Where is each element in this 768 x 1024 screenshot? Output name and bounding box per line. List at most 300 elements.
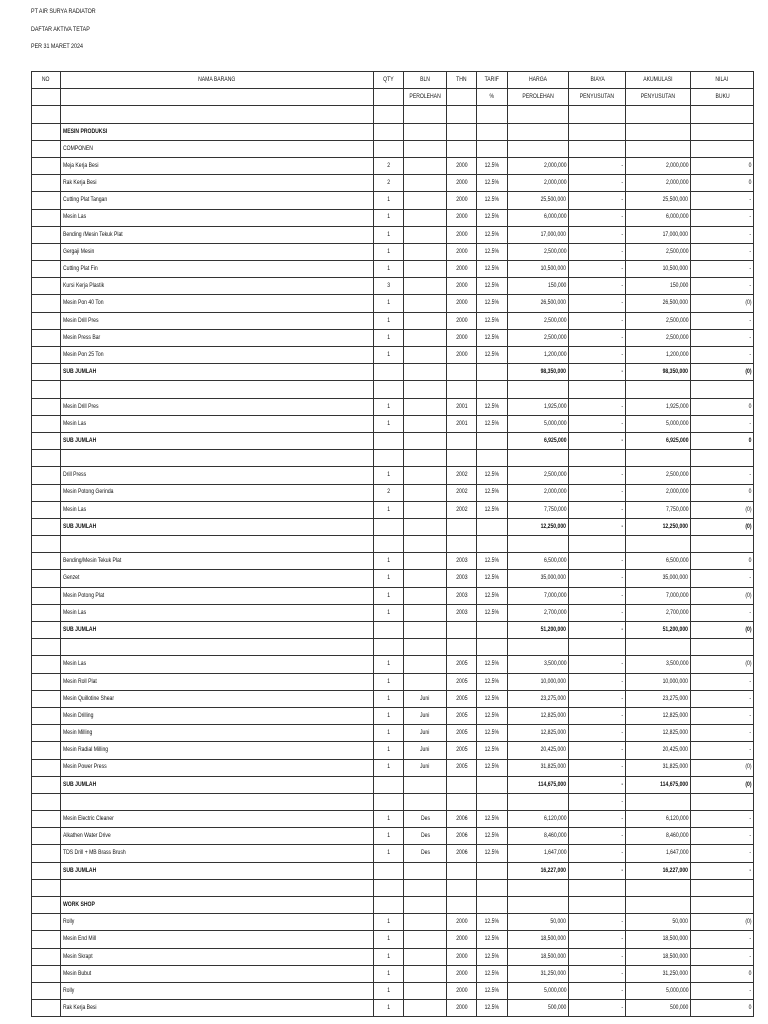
table-row: [32, 1000, 754, 1017]
qty-cell: 1: [374, 329, 404, 346]
column-header: NILAI: [691, 72, 754, 89]
thn-cell: 2003: [447, 587, 477, 604]
thn-cell: 2000: [447, 931, 477, 948]
no-cell: [32, 811, 61, 828]
name-cell: Mesin Potong Plat: [61, 587, 374, 604]
qty-cell: 2: [374, 484, 404, 501]
tarif-cell: [477, 622, 508, 639]
harga-cell: 8,460,000: [508, 828, 569, 845]
harga-cell: 50,000: [508, 914, 569, 931]
harga-cell: [508, 639, 569, 656]
name-cell: Mesin Potong Gerinda: [61, 484, 374, 501]
no-cell: [32, 484, 61, 501]
column-header: BIAYA: [569, 72, 626, 89]
no-cell: [32, 381, 61, 398]
bln-cell: [404, 347, 447, 364]
tarif-cell: [477, 106, 508, 123]
name-cell: COMPONEN: [61, 140, 374, 157]
table-row: [32, 278, 754, 295]
no-cell: [32, 776, 61, 793]
table-row: [32, 261, 754, 278]
name-cell: Bending/Mesin Tekuk Plat: [61, 553, 374, 570]
akum-cell: 6,500,000: [626, 553, 691, 570]
nilai-cell: -: [691, 347, 754, 364]
biaya-cell: -: [569, 587, 626, 604]
column-header: %: [477, 89, 508, 106]
akum-cell: 500,000: [626, 1000, 691, 1017]
nilai-cell: -: [691, 604, 754, 621]
name-cell: Mesin Skrapt: [61, 948, 374, 965]
akum-cell: [626, 123, 691, 140]
table-row: [32, 553, 754, 570]
akum-cell: 2,000,000: [626, 157, 691, 174]
bln-cell: Juni: [404, 725, 447, 742]
akum-cell: 12,250,000: [626, 518, 691, 535]
nilai-cell: (0): [691, 587, 754, 604]
akum-cell: 2,700,000: [626, 604, 691, 621]
blank-row: [32, 536, 754, 553]
tarif-cell: 12.5%: [477, 157, 508, 174]
biaya-cell: -: [569, 982, 626, 999]
harga-cell: 31,250,000: [508, 965, 569, 982]
harga-cell: 12,250,000: [508, 518, 569, 535]
tarif-cell: 12.5%: [477, 278, 508, 295]
table-row: [32, 587, 754, 604]
harga-cell: 2,000,000: [508, 157, 569, 174]
column-header: BLN: [404, 72, 447, 89]
name-cell: Rak Kerja Besi: [61, 175, 374, 192]
bln-cell: [404, 639, 447, 656]
bln-cell: [404, 518, 447, 535]
biaya-cell: [569, 536, 626, 553]
biaya-cell: -: [569, 415, 626, 432]
bln-cell: [404, 965, 447, 982]
akum-cell: 17,000,000: [626, 226, 691, 243]
nilai-cell: (0): [691, 364, 754, 381]
nilai-cell: -: [691, 192, 754, 209]
section-row: [32, 897, 754, 914]
akum-cell: 25,500,000: [626, 192, 691, 209]
nilai-cell: -: [691, 673, 754, 690]
no-cell: [32, 862, 61, 879]
no-cell: [32, 931, 61, 948]
tarif-cell: 12.5%: [477, 587, 508, 604]
tarif-cell: 12.5%: [477, 226, 508, 243]
bln-cell: [404, 501, 447, 518]
nilai-cell: -: [691, 467, 754, 484]
no-cell: [32, 226, 61, 243]
thn-cell: [447, 536, 477, 553]
column-header: PENYUSUTAN: [626, 89, 691, 106]
name-cell: Mesin Pon 40 Ton: [61, 295, 374, 312]
no-cell: [32, 106, 61, 123]
nilai-cell: 0: [691, 175, 754, 192]
biaya-cell: -: [569, 157, 626, 174]
table-row: [32, 982, 754, 999]
no-cell: [32, 347, 61, 364]
biaya-cell: -: [569, 261, 626, 278]
biaya-cell: -: [569, 656, 626, 673]
no-cell: [32, 793, 61, 810]
biaya-cell: -: [569, 553, 626, 570]
subtotal-row: [32, 622, 754, 639]
harga-cell: 7,000,000: [508, 587, 569, 604]
bln-cell: [404, 432, 447, 449]
harga-cell: 10,500,000: [508, 261, 569, 278]
tarif-cell: 12.5%: [477, 742, 508, 759]
subtotal-row: [32, 432, 754, 449]
biaya-cell: -: [569, 518, 626, 535]
table-row: [32, 226, 754, 243]
no-cell: [32, 948, 61, 965]
akum-cell: 20,425,000: [626, 742, 691, 759]
nilai-cell: [691, 897, 754, 914]
bln-cell: Juni: [404, 707, 447, 724]
thn-cell: 2002: [447, 467, 477, 484]
name-cell: Mesin End Mill: [61, 931, 374, 948]
qty-cell: 1: [374, 759, 404, 776]
no-cell: [32, 828, 61, 845]
thn-cell: [447, 518, 477, 535]
harga-cell: 98,350,000: [508, 364, 569, 381]
qty-cell: 1: [374, 742, 404, 759]
nilai-cell: 0: [691, 553, 754, 570]
akum-cell: 2,000,000: [626, 484, 691, 501]
nilai-cell: [691, 123, 754, 140]
biaya-cell: -: [569, 209, 626, 226]
qty-cell: 1: [374, 707, 404, 724]
nilai-cell: (0): [691, 622, 754, 639]
biaya-cell: -: [569, 811, 626, 828]
tarif-cell: 12.5%: [477, 295, 508, 312]
qty-cell: 1: [374, 828, 404, 845]
qty-cell: [374, 897, 404, 914]
bln-cell: [404, 226, 447, 243]
table-row: [32, 329, 754, 346]
qty-cell: 1: [374, 209, 404, 226]
column-header: TARIF: [477, 72, 508, 89]
akum-cell: 10,000,000: [626, 673, 691, 690]
nilai-cell: [691, 381, 754, 398]
akum-cell: 12,825,000: [626, 725, 691, 742]
tarif-cell: [477, 450, 508, 467]
tarif-cell: [477, 639, 508, 656]
thn-cell: 2000: [447, 278, 477, 295]
akum-cell: 2,500,000: [626, 312, 691, 329]
thn-cell: 2002: [447, 484, 477, 501]
tarif-cell: 12.5%: [477, 673, 508, 690]
no-cell: [32, 707, 61, 724]
report-date: PER 31 MARET 2024: [31, 43, 83, 50]
thn-cell: [447, 793, 477, 810]
no-cell: [32, 553, 61, 570]
bln-cell: [404, 157, 447, 174]
thn-cell: [447, 776, 477, 793]
akum-cell: [626, 536, 691, 553]
bln-cell: [404, 295, 447, 312]
no-cell: [32, 450, 61, 467]
harga-cell: 23,275,000: [508, 690, 569, 707]
harga-cell: [508, 140, 569, 157]
name-cell: Mesin Roll Plat: [61, 673, 374, 690]
thn-cell: 2000: [447, 914, 477, 931]
column-header: QTY: [374, 72, 404, 89]
table-row: [32, 948, 754, 965]
harga-cell: 1,647,000: [508, 845, 569, 862]
tarif-cell: [477, 364, 508, 381]
tarif-cell: 12.5%: [477, 656, 508, 673]
harga-cell: 1,200,000: [508, 347, 569, 364]
qty-cell: 1: [374, 811, 404, 828]
qty-cell: [374, 622, 404, 639]
bln-cell: Juni: [404, 742, 447, 759]
thn-cell: 2000: [447, 329, 477, 346]
akum-cell: 150,000: [626, 278, 691, 295]
biaya-cell: -: [569, 467, 626, 484]
biaya-cell: [569, 450, 626, 467]
biaya-cell: -: [569, 622, 626, 639]
table-row: [32, 931, 754, 948]
nilai-cell: (0): [691, 501, 754, 518]
akum-cell: [626, 381, 691, 398]
nilai-cell: (0): [691, 914, 754, 931]
biaya-cell: [569, 123, 626, 140]
thn-cell: 2000: [447, 312, 477, 329]
nilai-cell: -: [691, 845, 754, 862]
qty-cell: 1: [374, 965, 404, 982]
thn-cell: 2005: [447, 656, 477, 673]
tarif-cell: [477, 879, 508, 896]
nilai-cell: -: [691, 862, 754, 879]
name-cell: Mesin Milling: [61, 725, 374, 742]
column-header: PEROLEHAN: [404, 89, 447, 106]
qty-cell: 1: [374, 948, 404, 965]
tarif-cell: 12.5%: [477, 329, 508, 346]
akum-cell: 12,825,000: [626, 707, 691, 724]
qty-cell: [374, 140, 404, 157]
no-cell: [32, 536, 61, 553]
name-cell: Mesin Bubut: [61, 965, 374, 982]
table-row: [32, 415, 754, 432]
thn-cell: 2005: [447, 742, 477, 759]
bln-cell: [404, 656, 447, 673]
qty-cell: 1: [374, 398, 404, 415]
name-cell: SUB JUMLAH: [61, 364, 374, 381]
akum-cell: 35,000,000: [626, 570, 691, 587]
nilai-cell: 0: [691, 965, 754, 982]
biaya-cell: -: [569, 759, 626, 776]
table-row: [32, 707, 754, 724]
qty-cell: 1: [374, 914, 404, 931]
tarif-cell: 12.5%: [477, 828, 508, 845]
table-row: [32, 690, 754, 707]
name-cell: Mesin Drill Pres: [61, 398, 374, 415]
no-cell: [32, 398, 61, 415]
thn-cell: 2005: [447, 673, 477, 690]
akum-cell: 6,925,000: [626, 432, 691, 449]
no-cell: [32, 209, 61, 226]
biaya-cell: -: [569, 707, 626, 724]
no-cell: [32, 587, 61, 604]
nilai-cell: 0: [691, 398, 754, 415]
akum-cell: 50,000: [626, 914, 691, 931]
akum-cell: 8,460,000: [626, 828, 691, 845]
akum-cell: 2,000,000: [626, 175, 691, 192]
tarif-cell: 12.5%: [477, 501, 508, 518]
nilai-cell: -: [691, 226, 754, 243]
section-row: [32, 123, 754, 140]
harga-cell: [508, 536, 569, 553]
bln-cell: [404, 398, 447, 415]
thn-cell: 2001: [447, 398, 477, 415]
akum-cell: 1,647,000: [626, 845, 691, 862]
bln-cell: [404, 948, 447, 965]
biaya-cell: -: [569, 347, 626, 364]
harga-cell: 18,500,000: [508, 948, 569, 965]
name-cell: [61, 106, 374, 123]
qty-cell: 1: [374, 725, 404, 742]
name-cell: Mesin Pon 25 Ton: [61, 347, 374, 364]
harga-cell: 500,000: [508, 1000, 569, 1017]
tarif-cell: [477, 140, 508, 157]
thn-cell: 2005: [447, 759, 477, 776]
qty-cell: 1: [374, 690, 404, 707]
column-header: BUKU: [691, 89, 754, 106]
name-cell: Mesin Drilling: [61, 707, 374, 724]
harga-cell: 35,000,000: [508, 570, 569, 587]
column-header: PENYUSUTAN: [569, 89, 626, 106]
bln-cell: [404, 209, 447, 226]
thn-cell: 2000: [447, 965, 477, 982]
biaya-cell: -: [569, 570, 626, 587]
biaya-cell: -: [569, 501, 626, 518]
no-cell: [32, 312, 61, 329]
blank-row: [32, 381, 754, 398]
no-cell: [32, 604, 61, 621]
bln-cell: [404, 381, 447, 398]
qty-cell: [374, 364, 404, 381]
qty-cell: [374, 776, 404, 793]
tarif-cell: 12.5%: [477, 467, 508, 484]
harga-cell: 16,227,000: [508, 862, 569, 879]
biaya-cell: -: [569, 484, 626, 501]
akum-cell: 31,250,000: [626, 965, 691, 982]
table-row: [32, 965, 754, 982]
name-cell: Rolly: [61, 914, 374, 931]
table-row: [32, 673, 754, 690]
nilai-cell: [691, 140, 754, 157]
biaya-cell: -: [569, 914, 626, 931]
table-row: [32, 312, 754, 329]
name-cell: [61, 639, 374, 656]
tarif-cell: [477, 776, 508, 793]
no-cell: [32, 518, 61, 535]
nilai-cell: (0): [691, 656, 754, 673]
column-header: THN: [447, 72, 477, 89]
nilai-cell: -: [691, 811, 754, 828]
bln-cell: [404, 484, 447, 501]
tarif-cell: [477, 862, 508, 879]
qty-cell: 1: [374, 570, 404, 587]
name-cell: Mesin Drill Pres: [61, 312, 374, 329]
tarif-cell: 12.5%: [477, 931, 508, 948]
name-cell: Kursi Kerja Plastik: [61, 278, 374, 295]
akum-cell: [626, 639, 691, 656]
akum-cell: 16,227,000: [626, 862, 691, 879]
thn-cell: 2003: [447, 553, 477, 570]
akum-cell: 23,275,000: [626, 690, 691, 707]
akum-cell: 26,500,000: [626, 295, 691, 312]
bln-cell: Des: [404, 828, 447, 845]
table-row: [32, 811, 754, 828]
bln-cell: [404, 862, 447, 879]
thn-cell: 2005: [447, 707, 477, 724]
nilai-cell: [691, 450, 754, 467]
biaya-cell: -: [569, 278, 626, 295]
no-cell: [32, 845, 61, 862]
name-cell: [61, 879, 374, 896]
nilai-cell: -: [691, 209, 754, 226]
table-row: [32, 243, 754, 260]
tarif-cell: 12.5%: [477, 415, 508, 432]
no-cell: [32, 622, 61, 639]
thn-cell: 2006: [447, 811, 477, 828]
akum-cell: 5,000,000: [626, 982, 691, 999]
name-cell: [61, 536, 374, 553]
nilai-cell: [691, 536, 754, 553]
blank-row: [32, 450, 754, 467]
qty-cell: [374, 879, 404, 896]
akum-cell: 18,500,000: [626, 931, 691, 948]
table-row: [32, 828, 754, 845]
bln-cell: [404, 140, 447, 157]
thn-cell: [447, 862, 477, 879]
no-cell: [32, 140, 61, 157]
qty-cell: 3: [374, 278, 404, 295]
thn-cell: [447, 381, 477, 398]
bln-cell: Des: [404, 811, 447, 828]
no-cell: [32, 261, 61, 278]
akum-cell: 10,500,000: [626, 261, 691, 278]
name-cell: MESIN PRODUKSI: [61, 123, 374, 140]
name-cell: SUB JUMLAH: [61, 518, 374, 535]
name-cell: Mesin Las: [61, 501, 374, 518]
qty-cell: [374, 123, 404, 140]
bln-cell: [404, 776, 447, 793]
qty-cell: 1: [374, 553, 404, 570]
akum-cell: 6,000,000: [626, 209, 691, 226]
biaya-cell: -: [569, 965, 626, 982]
tarif-cell: 12.5%: [477, 261, 508, 278]
biaya-cell: -: [569, 604, 626, 621]
nilai-cell: (0): [691, 518, 754, 535]
name-cell: SUB JUMLAH: [61, 862, 374, 879]
qty-cell: 1: [374, 587, 404, 604]
harga-cell: 17,000,000: [508, 226, 569, 243]
thn-cell: 2006: [447, 845, 477, 862]
qty-cell: 1: [374, 415, 404, 432]
akum-cell: 114,675,000: [626, 776, 691, 793]
bln-cell: Juni: [404, 759, 447, 776]
harga-cell: 12,825,000: [508, 725, 569, 742]
bln-cell: [404, 467, 447, 484]
nilai-cell: -: [691, 982, 754, 999]
akum-cell: 5,000,000: [626, 415, 691, 432]
qty-cell: 1: [374, 982, 404, 999]
name-cell: Mesin Quillotine Shear: [61, 690, 374, 707]
blank-row: [32, 879, 754, 896]
no-cell: [32, 570, 61, 587]
